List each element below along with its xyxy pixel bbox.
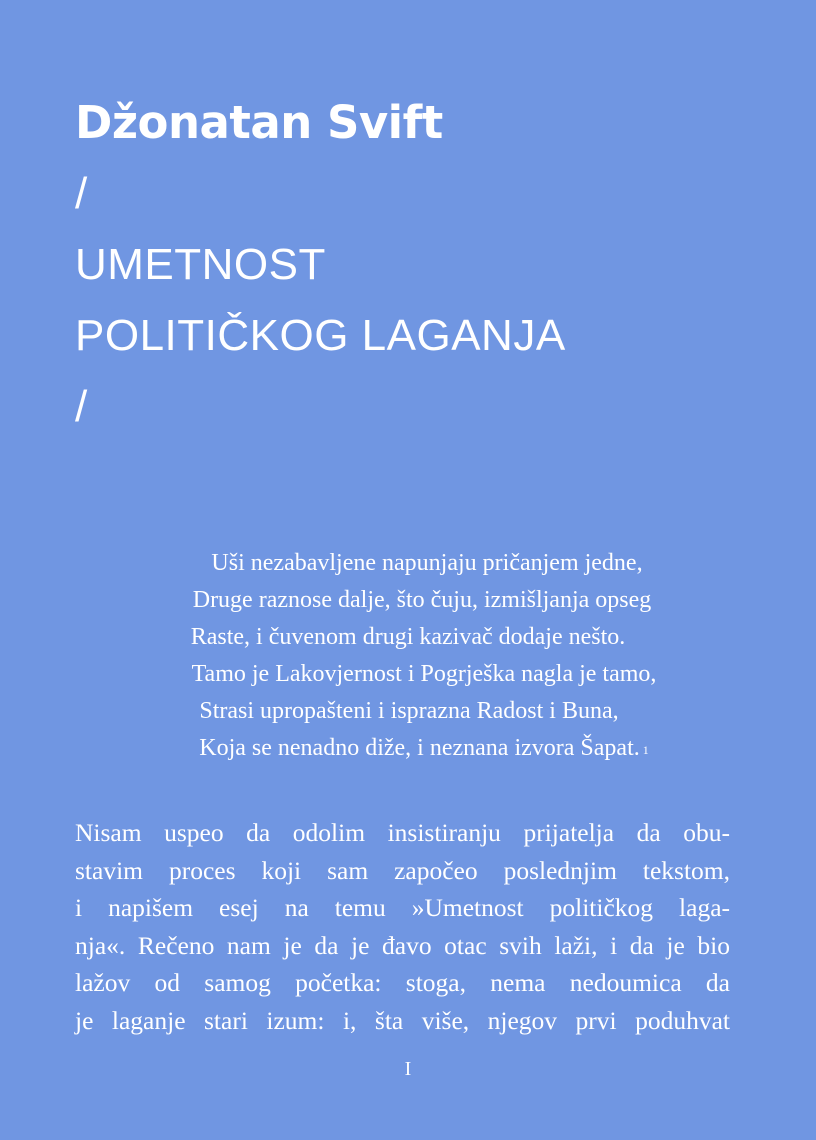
- body-line: stavim proces koji sam započeo poslednjim tekstom,: [75, 855, 730, 885]
- epigraph-line: [0, 656, 816, 693]
- epigraph-line-text: Uši nezabavljene napunjaju pričanjem jedne,: [211, 550, 643, 576]
- page-number: I: [404, 1058, 412, 1080]
- epigraph-line: [0, 582, 816, 619]
- title-line-2: POLITIČKOG LAGANJA: [75, 311, 566, 360]
- epigraph-line-text: Koja se nenadno diže, i neznana izvora Šapat.: [199, 735, 640, 761]
- epigraph-line-text: Tamo je Lakovjernost i Pogrješka nagla je tamo,: [191, 661, 657, 687]
- body-line: je laganje stari izum: i, šta više, njegov prvi poduhvat: [75, 1005, 730, 1035]
- body-paragraph: [75, 814, 730, 1039]
- epigraph-line: [0, 619, 816, 656]
- title-separator-top: /: [75, 169, 88, 218]
- epigraph-line: [0, 545, 816, 582]
- title-line-1: UMETNOST: [75, 240, 326, 289]
- chapter-header: [75, 88, 566, 442]
- body-line: lažov od samog početka: stoga, nema nedoumica da: [75, 968, 730, 997]
- footnote-reference[interactable]: 1: [642, 743, 649, 757]
- body-line: i napišem esej na temu »Umetnost političkog laga-: [75, 893, 730, 922]
- epigraph-line-text: Strasi upropašteni i isprazna Radost i Buna,: [199, 698, 619, 724]
- epigraph: [0, 545, 816, 767]
- body-line: nja«. Rečeno nam je da je đavo otac svih laži, i da je bio: [75, 930, 730, 960]
- epigraph-line: [0, 693, 816, 730]
- epigraph-line: [0, 730, 816, 767]
- body-line: Nisam uspeo da odolim insistiranju prijatelja da obu-: [75, 818, 730, 847]
- title-separator-bottom: /: [75, 382, 88, 431]
- author-name: Džonatan Svift: [75, 96, 443, 149]
- epigraph-line-text: Druge raznose dalje, što čuju, izmišljanja opseg: [192, 587, 652, 613]
- epigraph-line-text: Raste, i čuvenom drugi kazivač dodaje nešto.: [190, 624, 626, 650]
